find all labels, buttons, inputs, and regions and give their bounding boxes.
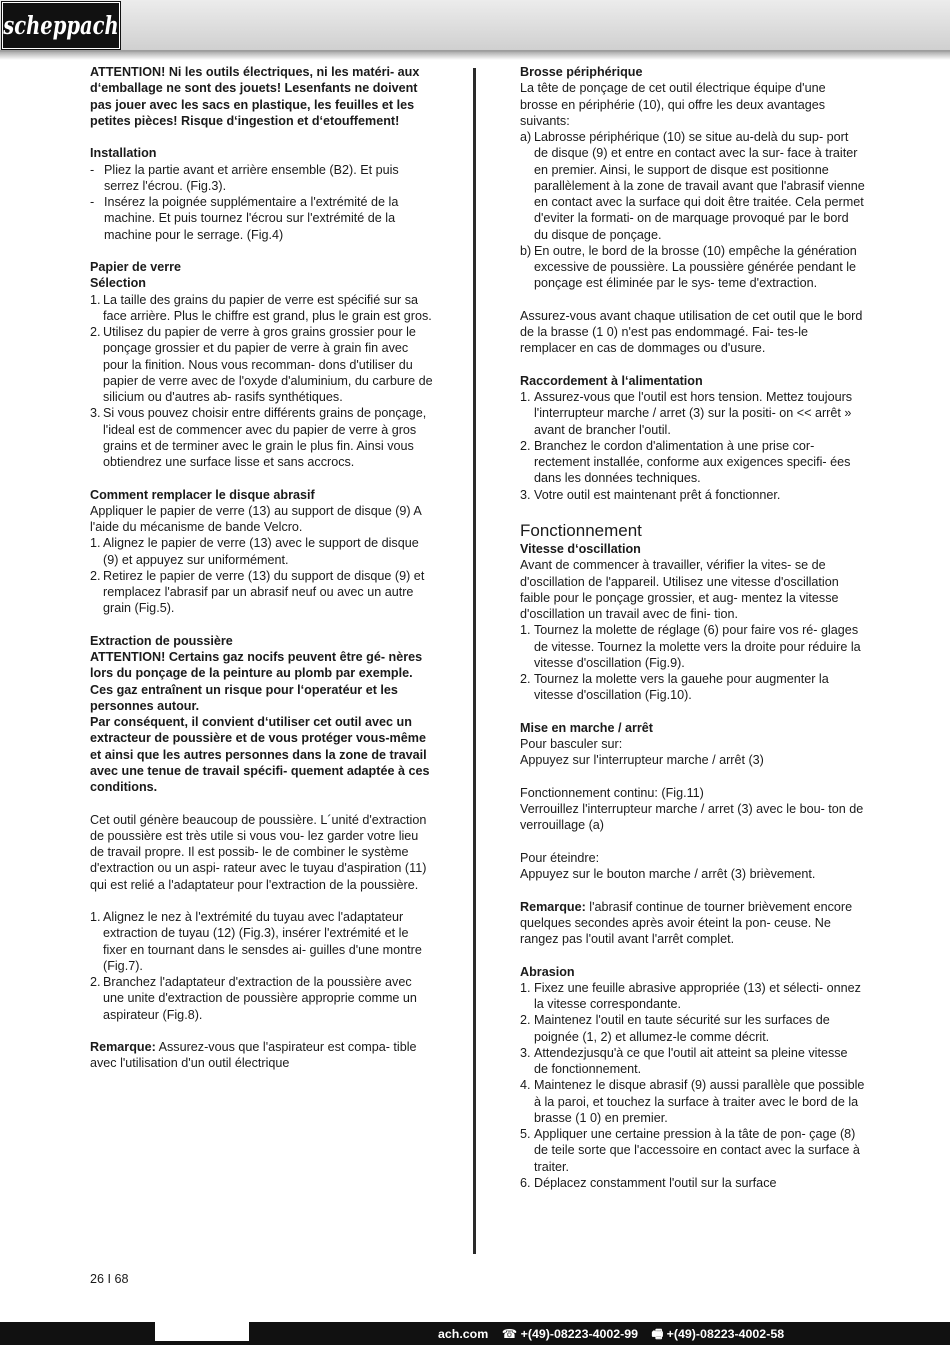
- operation-heading: Fonctionnement: [520, 521, 642, 540]
- footer-contact: [438, 1325, 794, 1346]
- brush-intro: La tête de ponçage de cet outil électrique équipe d'une brosse en périphérie (10), qui offre les deux avantages suivants:: [520, 81, 826, 128]
- footer-website[interactable]: ach.com: [438, 1327, 489, 1341]
- logo-text: scheppach: [3, 11, 119, 40]
- dust-note: Remarque: Assurez-vous que l'aspirateur est compa- tible avec l'utilisation d'un outil électrique: [90, 1040, 417, 1071]
- dust-warning-continued: Par conséquent, il convient d‘utiliser cet outil avec un extracteur de poussière et de vous protéger vous-même et ainsi que les autres personnes dans la zone de travail avec une tenue de travail spécifi- quement adaptée à ces conditions.: [90, 715, 430, 794]
- onoff-line: Pour basculer sur:: [520, 737, 623, 751]
- dust-body: Cet outil génère beaucoup de poussière. L´unité d'extraction de poussière est très utile si vous vou- lez garder votre lieu de travail propre. Il est possib- le de combiner le système d'extraction ou un aspi- rateur avec le tuyau d'aspiration (11) qui est relié a l'adaptateur pour l'extraction de la poussière.: [90, 812, 427, 892]
- list-item: 2. Tournez la molette vers la gauehe pour augmenter la vitesse d'oscillation (Fig.10).: [520, 672, 829, 703]
- list-item: 1. Alignez le nez à l'extrémité du tuyau avec l'adaptateur extraction de tuyau (12) (Fig.3), insérer l'extrémité et le fixer en tournant dans le sensdes ai- guilles d'une montre (Fig.7).: [90, 910, 422, 973]
- list-item: 5. Appliquer une certaine pression à la tâte de pon- çage (8) de teile sorte que l'accessoire en contact avec la surface à traiter.: [520, 1127, 860, 1174]
- list-item: a) Labrosse périphérique (10) se situe au-delà du sup- port de disque (9) et entre en contact avec la sur- face à traiter en premier. Ainsi, le support de disque est positionne parallèlement à la zone de travail avant que l'abrasif vienne en contact avec la surface qui doit être traitée. Cela permet d'eviter la formati- on de marquage provoqué par le bord du disque de ponçage.: [520, 130, 865, 242]
- left-column: [90, 64, 435, 1072]
- abrasion-heading: Abrasion: [520, 964, 575, 979]
- list-item: 1. Fixez une feuille abrasive appropriée (13) et sélecti- onnez la vitesse correspondante.: [520, 980, 861, 1011]
- footer-phone: ☎ +(49)-08223-4002-99: [501, 1327, 639, 1341]
- list-item: 2. Utilisez du papier de verre à gros grains grossier pour le ponçage grossier et du papier de verre à grain fin avec pour la finition. Nous vous recomman- dons d'utiliser du papier de verre avec de l'oxyde d'aluminium, du carbure de silicium ou d'autres ab- rasifs synthétiques.: [90, 325, 433, 404]
- brand-logo: [2, 2, 120, 49]
- right-column: [520, 64, 865, 1191]
- sandpaper-heading: Papier de verre: [90, 260, 182, 274]
- list-item: 2. Branchez le cordon d'alimentation à une prise cor- rectement installée, conforme aux exigences specifi- ées dans les données techniques.: [520, 438, 851, 486]
- page-header: [0, 0, 950, 52]
- replace-intro: Appliquer le papier de verre (13) au support de disque (9) A l'aide du mécanisme de bande Velcro.: [90, 503, 422, 534]
- list-item: - Insérez la poignée supplémentaire a l'extrémité de la machine. Et puis tournez l'écrou sur l'extrémité de la machine pour le serrage. (Fig.4): [90, 195, 399, 242]
- list-item: 1. Alignez le papier de verre (13) avec le support de disque (9) et appuyez sur uniformément.: [90, 536, 419, 567]
- list-item: 3. Votre outil est maintenant prêt á fonctionner.: [520, 487, 781, 502]
- brush-outro: Assurez-vous avant chaque utilisation de cet outil que le bord de la brasse (1 0) n'est pas endommagé. Fai- tes-le remplacer en cas de dommages ou d'usure.: [520, 308, 863, 356]
- list-item: 2. Branchez l'adaptateur d'extraction de la poussière avec une unite d'extraction de poussière approprie comme un aspirateur (Fig.8).: [90, 975, 417, 1022]
- list-item: 2. Retirez le papier de verre (13) du support de disque (9) et remplacez l'abrasif par un abrasif neuf ou avec un autre grain (Fig.5).: [90, 568, 425, 616]
- oscillation-subheading: Vitesse d‘oscillation: [520, 542, 641, 556]
- list-item: 3. Attendezjusqu'à ce que l'outil ait atteint sa pleine vitesse de fonctionnement.: [520, 1045, 848, 1076]
- brush-heading: Brosse périphérique: [520, 65, 643, 79]
- onoff-line: Pour éteindre:: [520, 850, 600, 865]
- list-item: 6. Déplacez constamment l'outil sur la surface: [520, 1175, 777, 1190]
- onoff-line: Verrouillez l'interrupteur marche / arret (3) avec le bou- ton de verrouillage (a): [520, 802, 864, 833]
- list-item: 1. Assurez-vous que l'outil est hors tension. Mettez toujours l'interrupteur marche / arret (3) sur la positi- on << arrêt » avant de brancher l'outil.: [520, 390, 853, 437]
- installation-heading: Installation: [90, 146, 157, 161]
- onoff-line: Appuyez sur l'interrupteur marche / arrêt (3): [520, 753, 764, 768]
- list-item: 1. Tournez la molette de réglage (6) pour faire vos ré- glages de vitesse. Tournez la molette vers la droite pour réduire la vitesse d'oscillation (Fig.9).: [520, 623, 861, 670]
- page-number: 26 I 68: [90, 1272, 129, 1286]
- dust-warning: ATTENTION! Certains gaz nocifs peuvent être gé- nères lors du ponçage de la peinture au plomb par exemple. Ces gaz entraînent un risque pour l‘operatéur et les personnes autour.: [90, 650, 423, 713]
- list-item: 1. La taille des grains du papier de verre est spécifié sur sa face arrière. Plus le chiffre est grand, plus le grain est gros.: [90, 292, 432, 323]
- list-item: b) En outre, le bord de la brosse (10) empêche la génération excessive de poussière. La poussière générée pendant le ponçage est éliminée par le sys- teme d'extraction.: [520, 243, 857, 291]
- list-item: - Pliez la partie avant et arrière ensemble (B2). Et puis serrez l'écrou. (Fig.3).: [90, 162, 399, 193]
- footer-fax: 🖷 +(49)-08223-4002-58: [651, 1327, 785, 1341]
- list-item: 4. Maintenez le disque abrasif (9) aussi parallèle que possible à la paroi, et touchez la surface à traiter avec le bord de la brasse (1 0) en premier.: [520, 1078, 865, 1125]
- onoff-line: Appuyez sur le bouton marche / arrêt (3) brièvement.: [520, 867, 816, 881]
- footer-white-block: [155, 1322, 249, 1341]
- onoff-line: Fonctionnement continu: (Fig.11): [520, 785, 704, 800]
- list-item: 3. Si vous pouvez choisir entre différents grains de ponçage, l'ideal est de commencer avec du papier de verre à gros grains et de terminer avec le grain le plus fin. Ainsi vous obtiendrez une surface lisse et sans accrocs.: [90, 406, 427, 469]
- header-shadow: [0, 50, 950, 60]
- oscillation-intro: Avant de commencer à travailler, vérifier la vites- se de d'oscillation de l'appareil. Utilisez une vitesse d'oscillation faible pour le ponçage grossier, et aug- mentez la vitesse d'oscillation un travail avec de fini- tion.: [520, 558, 839, 621]
- power-heading: Raccordement à l‘alimentation: [520, 373, 703, 388]
- selection-subheading: Sélection: [90, 276, 146, 291]
- onoff-note: Remarque: l'abrasif continue de tourner brièvement encore quelques secondes après avoir éteint la pon- ceuse. Ne rangez pas l'outil avant l'arrêt complet.: [520, 899, 853, 946]
- dust-extraction-heading: Extraction de poussière: [90, 633, 233, 648]
- safety-warning: ATTENTION! Ni les outils électriques, ni les matéri- aux d‘emballage ne sont des jouets! Lesenfants ne doivent pas jouer avec les sacs en plastique, les feuilles et les petites pièces! Risque d‘ingestion et d‘etouffement!: [90, 65, 420, 128]
- list-item: 2. Maintenez l'outil en taute sécurité sur les surfaces de poignée (1, 2) et allumez-le comme décrit.: [520, 1013, 830, 1044]
- replace-disc-heading: Comment remplacer le disque abrasif: [90, 487, 315, 502]
- column-divider: [473, 68, 476, 1254]
- onoff-heading: Mise en marche / arrêt: [520, 720, 653, 735]
